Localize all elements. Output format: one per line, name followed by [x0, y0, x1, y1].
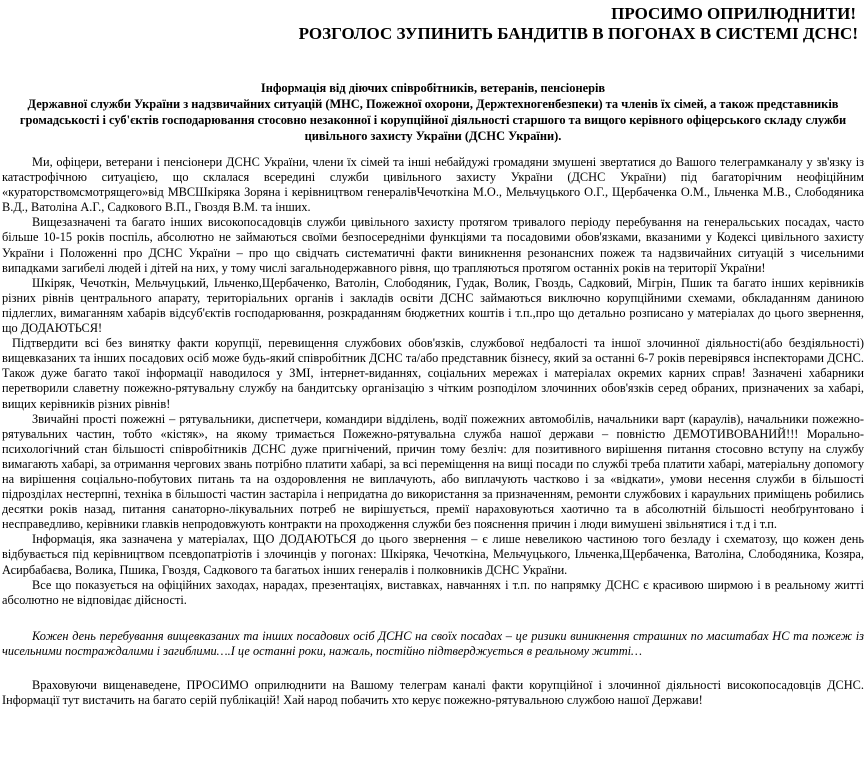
subheader-line-2: Державної служби України з надзвичайних ситуацій (МНС, Пожежної охорони, Держтехногенбезпеки) та членів їх сімей, а також представників громадськості і суб'єктів господарювання стосовно незаконної і корупційної діяльності старшого та вищого керівного офіцерського складу служби цивільного захисту України (ДСНС України).	[19, 97, 847, 143]
document-body	[2, 155, 864, 708]
appeal-header	[2, 0, 864, 44]
paragraph-confirmation: Підтвердити всі без винятку факти корупції, перевищення службових обов'язків, службової недбалості та іншої злочинної діяльності(або бездіяльності) вищевказаних та інших посадових осіб може будь-який співробітник ДСНС та/або представник бізнесу, який за останні 6-7 років перевірявся інспекторами ДСНС. Також дуже багато такої інформації наводилося у ЗМІ, інтернет-виданнях, соціальних мережах і матеріалах окремих карних справ! Зазначені хабарники перетворили славетну пожежно-рятувальну службу на бандитську організацію з чітким розподілом злочинних обов'язків серед обраних, призначених за хабарі, вищих керівників різних рівнів!	[2, 336, 864, 411]
paragraph-officials: Вищезазначені та багато інших високопосадовців служби цивільного захисту протягом тривалого періоду перебування на генеральських посадах, часто більше 10-15 років поспіль, абсолютно не займаються своїми безпосередніми функціями та посадовими обов'язками, вказаними у Кодексі цивільного захисту України і Положенні про ДСНС України – про що свідчать систематичні факти виникнення резонансних пожеж та надзвичайних ситуацій з чисельними випадками загибелі людей і дітей на них, у тому числі загальнодержавного рівня, що трапляються протягом останніх років на території України!	[2, 215, 864, 275]
paragraph-intro: Ми, офіцери, ветерани і пенсіонери ДСНС України, члени їх сімей та інші небайдужі громадяни змушені звертатися до Вашого телеграмканалу у зв'язку із катастрофічною ситуацією, що склалася всередині служби цивільного захисту України (ДСНС України) під багаторічним неофіційним «кураторствомсмотрящего»від МВСШкіряка Зоряна і керівництвом генералівЧечоткіна М.О., Мельчуцького О.Г., Щербаченка О.М., Ільченка М.В., Слободяника В.Д., Ватоліна А.Г., Садкового В.П., Гвоздя В.М. та інших.	[2, 155, 864, 215]
subheader-line-1: Інформація від діючих співробітників, ветеранів, пенсіонерів	[260, 81, 606, 95]
paragraph-schemes: Шкіряк, Чечоткін, Мельчуцький, Ільченко,Щербаченко, Ватолін, Слободяник, Гудак, Волик, Гвоздь, Садковий, Мігрін, Пшик та багато інших керівників різних рівнів центрального апарату, територіальних органів і закладів освіти ДСНС займаються виключно корупційними схемами, обкладанням даниною підлеглих, вимаганням хабарів відсуб'єктів господарювання, розкраданням бюджетних коштів і т.п.,про що детально розписано у матеріалах до цього звернення, що ДОДАЮТЬСЯ!	[2, 275, 864, 336]
paragraph-demotivation: Звичайні прості пожежні – рятувальники, диспетчери, командири відділень, водії пожежних автомобілів, начальники варт (караулів), начальники пожежно-рятувальних частин, тобто «кістяк», на якому тримається Пожежно-рятувальна служба нашої держави – повністю ДЕМОТИВОВАНИЙ!!! Морально-психологічний стан більшості співробітників ДСНС дуже пригнічений, причин тому безліч: для позитивного вирішення питання стосовно вступу на службу вимагають хабарі, за отримання чергових звань потрібно платити хабарі, за всі переміщення на вищі посади по службі треба платити хабарі, матеріальну допомогу на вирішення соціально-побутових питань та на оздоровлення не виплачують, або виплачують частково і за «відкати», умови несення служби в більшості підрозділах нестерпні, техніка в більшості частин застаріла і непридатна до використання за призначенням, ремонти службових і караульних приміщень робились десятки років назад, питання санаторно-лікувальних потреб не вирішується, премії нараховуються хаотично та в абсолютній більшості необґрунтовано і несправедливо, керівники главків непродовжують контракти на проходження служби без пояснення причин і люди вимушені звільнятися і т.д і т.п.	[2, 411, 864, 532]
paragraph-official-events: Все що показується на офіційних заходах, нарадах, презентаціях, виставках, навчаннях і т.п. по напрямку ДСНС є красивою ширмою і в реальному житті абсолютно не відповідає дійсності.	[2, 577, 864, 607]
appeal-header-line-1: ПРОСИМО ОПРИЛЮДНИТИ!	[611, 4, 856, 23]
document-subheader	[2, 80, 864, 144]
appeal-header-line-2: РОЗГОЛОС ЗУПИНИТЬ БАНДИТІВ В ПОГОНАХ В СИСТЕМІ ДСНС!	[298, 24, 858, 43]
paragraph-request: Враховуючи вищенаведене, ПРОСИМО оприлюднити на Вашому телеграм каналі факти корупційної і злочинної діяльності високопосадовців ДСНС. Інформації тут вистачить на багато серій публікацій! Хай народ побачить хто керує пожежно-рятувальною службою нашої Держави!	[2, 678, 864, 708]
paragraph-information: Інформація, яка зазначена у матеріалах, ЩО ДОДАЮТЬСЯ до цього звернення – є лише невеликою частиною того безладу і схематозу, що кожен день відбувається під керівництвом псевдопатріотів і злочинців у погонах: Шкіряка, Чечоткіна, Мельчуцького, Ільченка,Щербаченка, Ватоліна, Слободяника, Козяра, Асирбабаєва, Волика, Пшика, Гвоздя, Садкового та багатьох інших генералів і полковників ДСНС України.	[2, 532, 864, 577]
paragraph-risks: Кожен день перебування вищевказаних та інших посадових осіб ДСНС на своїх посадах – це ризики виникнення страшних по масштабах НС та пожеж із чисельними постраждалими і загиблими….І це останні роки, нажаль, постійно підтверджується в реальному житті…	[2, 628, 864, 658]
